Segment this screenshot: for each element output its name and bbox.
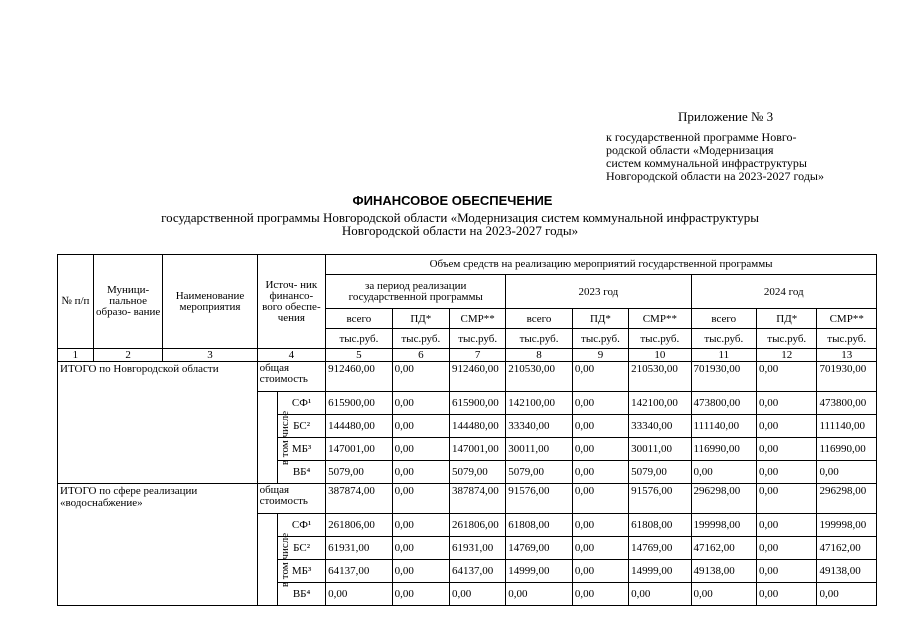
header-funding-source: Источ- ник финансо- вого обеспе- чения	[257, 255, 326, 349]
value-cell: 144480,00	[326, 415, 393, 438]
value-cell: 0,00	[392, 392, 449, 415]
header-year-2023: 2023 год	[506, 275, 691, 309]
value-cell: 33340,00	[629, 415, 691, 438]
value-cell: 61808,00	[629, 514, 691, 537]
column-number: 5	[326, 349, 393, 362]
value-cell: 296298,00	[691, 484, 757, 514]
value-cell: 0,00	[392, 560, 449, 583]
value-cell: 701930,00	[691, 362, 757, 392]
header-unit: тыс.руб.	[572, 329, 628, 349]
value-cell: 14769,00	[629, 537, 691, 560]
value-cell: 33340,00	[506, 415, 573, 438]
value-cell: 0,00	[757, 415, 817, 438]
header-unit: тыс.руб.	[449, 329, 505, 349]
value-cell: 473800,00	[817, 392, 877, 415]
header-unit: тыс.руб.	[392, 329, 449, 349]
value-cell: 0,00	[757, 560, 817, 583]
funding-code: БС²	[278, 537, 326, 560]
value-cell: 199998,00	[691, 514, 757, 537]
value-cell: 0,00	[691, 461, 757, 484]
value-cell: 615900,00	[449, 392, 505, 415]
header-sub-pd: ПД*	[392, 309, 449, 329]
value-cell: 0,00	[392, 362, 449, 392]
header-sub-smr: СМР**	[817, 309, 877, 329]
value-cell: 0,00	[757, 461, 817, 484]
value-cell: 615900,00	[326, 392, 393, 415]
funding-code: ВБ⁴	[278, 583, 326, 606]
header-sub-total: всего	[506, 309, 573, 329]
value-cell: 14999,00	[506, 560, 573, 583]
value-cell: 0,00	[572, 537, 628, 560]
value-cell: 0,00	[757, 583, 817, 606]
value-cell: 0,00	[392, 461, 449, 484]
header-num: № п/п	[58, 255, 94, 349]
column-number: 8	[506, 349, 573, 362]
column-number: 12	[757, 349, 817, 362]
document-subtitle	[60, 211, 860, 237]
column-number: 2	[93, 349, 163, 362]
header-unit: тыс.руб.	[506, 329, 573, 349]
funding-code: БС²	[278, 415, 326, 438]
value-cell: 64137,00	[449, 560, 505, 583]
value-cell: 61931,00	[449, 537, 505, 560]
value-cell: 0,00	[449, 583, 505, 606]
value-cell: 61931,00	[326, 537, 393, 560]
value-cell: 0,00	[629, 583, 691, 606]
value-cell: 210530,00	[629, 362, 691, 392]
total-cost-label: общая стоимость	[257, 362, 326, 392]
value-cell: 5079,00	[326, 461, 393, 484]
value-cell: 111140,00	[691, 415, 757, 438]
funding-code: МБ³	[278, 438, 326, 461]
value-cell: 49138,00	[691, 560, 757, 583]
value-cell: 0,00	[757, 537, 817, 560]
value-cell: 0,00	[817, 461, 877, 484]
column-number: 13	[817, 349, 877, 362]
header-sub-pd: ПД*	[757, 309, 817, 329]
value-cell: 0,00	[757, 392, 817, 415]
appendix-line: Новгородской области на 2023-2027 годы»	[606, 169, 824, 183]
document-title: ФИНАНСОВОЕ ОБЕСПЕЧЕНИЕ	[352, 193, 553, 208]
appendix-line: систем коммунальной инфраструктуры	[606, 156, 807, 170]
financing-table	[57, 254, 877, 606]
value-cell: 701930,00	[817, 362, 877, 392]
table-row	[58, 362, 877, 392]
total-cost-label: общая стоимость	[257, 484, 326, 514]
value-cell: 30011,00	[506, 438, 573, 461]
value-cell: 199998,00	[817, 514, 877, 537]
header-unit: тыс.руб.	[817, 329, 877, 349]
value-cell: 64137,00	[326, 560, 393, 583]
including-label: в том числе	[278, 410, 291, 465]
value-cell: 0,00	[506, 583, 573, 606]
header-unit: тыс.руб.	[629, 329, 691, 349]
value-cell: 147001,00	[449, 438, 505, 461]
funding-code: ВБ⁴	[278, 461, 326, 484]
value-cell: 296298,00	[817, 484, 877, 514]
column-number: 7	[449, 349, 505, 362]
value-cell: 0,00	[392, 514, 449, 537]
value-cell: 473800,00	[691, 392, 757, 415]
value-cell: 144480,00	[449, 415, 505, 438]
subtitle-line: Новгородской области на 2023-2027 годы»	[341, 223, 579, 238]
header-period-total: за период реализации государственной программы	[326, 275, 506, 309]
group-label: ИТОГО по сфере реализации «водоснабжение»	[58, 484, 258, 606]
value-cell: 61808,00	[506, 514, 573, 537]
value-cell: 210530,00	[506, 362, 573, 392]
header-year-2024: 2024 год	[691, 275, 876, 309]
value-cell: 0,00	[392, 583, 449, 606]
value-cell: 912460,00	[449, 362, 505, 392]
column-number: 3	[163, 349, 257, 362]
header-volume: Объем средств на реализацию мероприятий государственной программы	[326, 255, 877, 275]
header-unit: тыс.руб.	[326, 329, 393, 349]
value-cell: 5079,00	[449, 461, 505, 484]
value-cell: 0,00	[691, 583, 757, 606]
value-cell: 14999,00	[629, 560, 691, 583]
value-cell: 0,00	[572, 560, 628, 583]
value-cell: 147001,00	[326, 438, 393, 461]
column-number: 9	[572, 349, 628, 362]
header-unit: тыс.руб.	[691, 329, 757, 349]
value-cell: 0,00	[392, 484, 449, 514]
value-cell: 142100,00	[629, 392, 691, 415]
value-cell: 0,00	[572, 362, 628, 392]
including-label: в том числе	[278, 532, 291, 587]
value-cell: 142100,00	[506, 392, 573, 415]
funding-code: МБ³	[278, 560, 326, 583]
value-cell: 111140,00	[817, 415, 877, 438]
value-cell: 0,00	[757, 362, 817, 392]
value-cell: 47162,00	[691, 537, 757, 560]
including-label-cell	[257, 514, 291, 606]
value-cell: 387874,00	[326, 484, 393, 514]
column-number: 11	[691, 349, 757, 362]
value-cell: 5079,00	[506, 461, 573, 484]
value-cell: 0,00	[572, 415, 628, 438]
value-cell: 116990,00	[817, 438, 877, 461]
value-cell: 0,00	[392, 415, 449, 438]
value-cell: 387874,00	[449, 484, 505, 514]
column-number: 1	[58, 349, 94, 362]
value-cell: 0,00	[757, 484, 817, 514]
header-municipality: Муници- пальное образо- вание	[93, 255, 163, 349]
column-number: 6	[392, 349, 449, 362]
value-cell: 261806,00	[326, 514, 393, 537]
value-cell: 91576,00	[629, 484, 691, 514]
value-cell: 0,00	[572, 461, 628, 484]
header-sub-total: всего	[326, 309, 393, 329]
subtitle-line: государственной программы Новгородской области «Модернизация систем коммунальной инфраструктуры	[161, 210, 759, 225]
value-cell: 0,00	[817, 583, 877, 606]
value-cell: 912460,00	[326, 362, 393, 392]
value-cell: 0,00	[572, 514, 628, 537]
value-cell: 0,00	[392, 438, 449, 461]
appendix-block	[606, 110, 886, 183]
group-label: ИТОГО по Новгородской области	[58, 362, 258, 484]
funding-code: СФ¹	[278, 514, 326, 537]
value-cell: 0,00	[572, 583, 628, 606]
appendix-line: родской области «Модернизация	[606, 143, 774, 157]
value-cell: 0,00	[572, 484, 628, 514]
including-label-cell	[257, 392, 291, 484]
value-cell: 5079,00	[629, 461, 691, 484]
table-row	[58, 484, 877, 514]
value-cell: 0,00	[326, 583, 393, 606]
value-cell: 14769,00	[506, 537, 573, 560]
header-unit: тыс.руб.	[757, 329, 817, 349]
value-cell: 0,00	[392, 537, 449, 560]
value-cell: 0,00	[757, 438, 817, 461]
value-cell: 116990,00	[691, 438, 757, 461]
appendix-line: к государственной программе Новго-	[606, 130, 797, 144]
column-number: 10	[629, 349, 691, 362]
value-cell: 30011,00	[629, 438, 691, 461]
header-event-name: Наименование мероприятия	[163, 255, 257, 349]
column-number: 4	[257, 349, 326, 362]
value-cell: 0,00	[572, 392, 628, 415]
value-cell: 0,00	[572, 438, 628, 461]
header-sub-smr: СМР**	[449, 309, 505, 329]
funding-code: СФ¹	[278, 392, 326, 415]
header-sub-total: всего	[691, 309, 757, 329]
value-cell: 91576,00	[506, 484, 573, 514]
value-cell: 47162,00	[817, 537, 877, 560]
appendix-heading: Приложение № 3	[678, 109, 774, 124]
value-cell: 49138,00	[817, 560, 877, 583]
header-sub-pd: ПД*	[572, 309, 628, 329]
value-cell: 0,00	[757, 514, 817, 537]
value-cell: 261806,00	[449, 514, 505, 537]
header-sub-smr: СМР**	[629, 309, 691, 329]
